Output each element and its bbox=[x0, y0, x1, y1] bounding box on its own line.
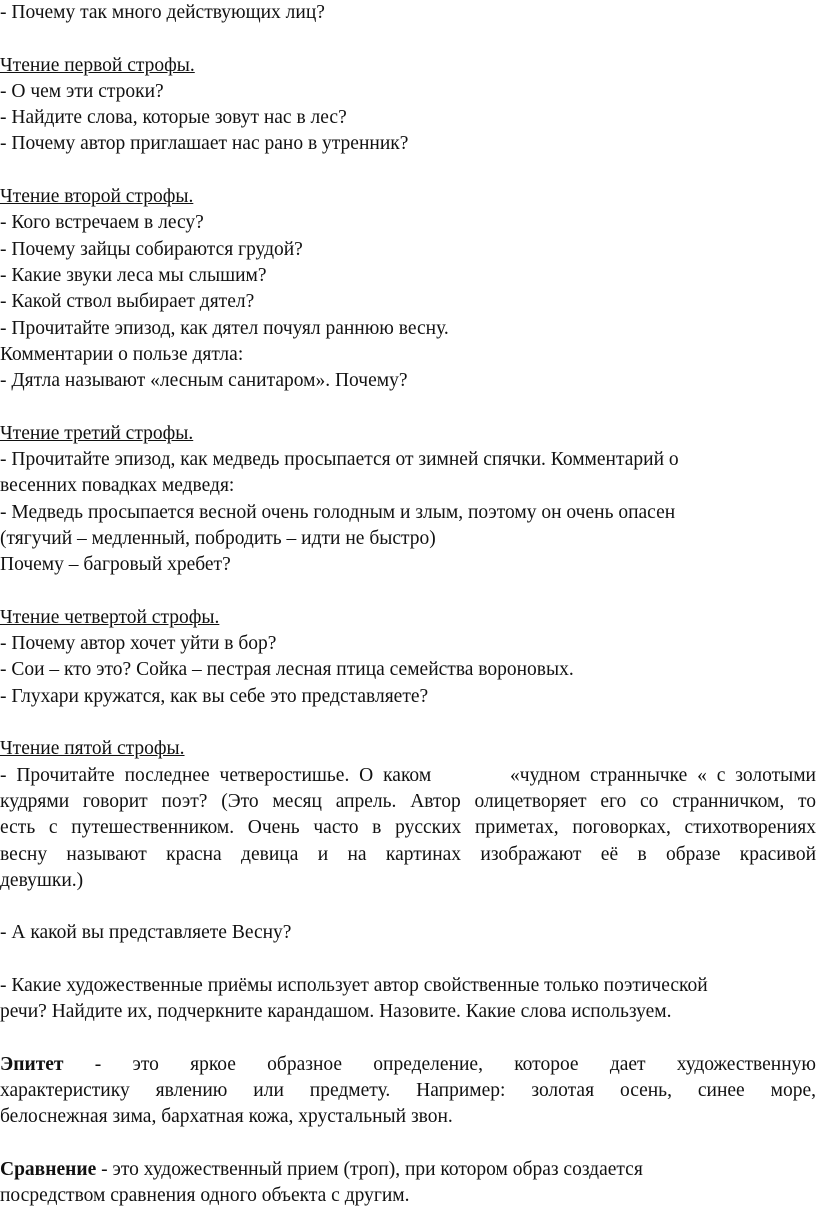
blank-line bbox=[0, 1026, 816, 1052]
comment-line: весенних повадках медведя: bbox=[0, 475, 235, 497]
stanza-1-heading: Чтение первой строфы. bbox=[0, 54, 195, 76]
question-line: - Прочитайте эпизод, как медведь просыпается от зимней спячки. Комментарий о bbox=[0, 449, 679, 471]
blank-line bbox=[0, 158, 816, 184]
question-line: - Прочитайте последнее четверостишье. О каком «чудном страннычке « с золотыми bbox=[0, 764, 816, 786]
comparison-term: Сравнение bbox=[0, 1159, 97, 1181]
question-line: - Какие художественные приёмы использует автор свойственные только поэтической bbox=[0, 974, 708, 996]
question-line: - О чем эти строки? bbox=[0, 80, 164, 102]
question-line: речи? Найдите их, подчеркните карандашом. Назовите. Какие слова используем. bbox=[0, 1001, 672, 1023]
definition-text: - это художественный прием (троп), при котором образ создается bbox=[96, 1159, 643, 1181]
definition-line: посредством сравнения одного объекта с другим. bbox=[0, 1185, 410, 1207]
question-line: - Почему автор хочет уйти в бор? bbox=[0, 633, 277, 655]
question-line: - Почему так много действующих лиц? bbox=[0, 2, 325, 23]
paragraph-line: есть с путешественником. Очень часто в русских приметах, поговорках, стихотворениях bbox=[0, 817, 816, 839]
question-line: - А какой вы представляете Весну? bbox=[0, 922, 292, 944]
comment-line: - Медведь просыпается весной очень голодным и злым, поэтому он очень опасен bbox=[0, 501, 676, 523]
definition-line bbox=[0, 1157, 816, 1183]
question-line: - Какие звуки леса мы слышим? bbox=[0, 264, 267, 286]
question-line: Почему – багровый хребет? bbox=[0, 554, 231, 576]
question-line: - Какой ствол выбирает дятел? bbox=[0, 291, 255, 313]
blank-line bbox=[0, 894, 816, 920]
question-line: - Дятла называют «лесным санитаром». Почему? bbox=[0, 370, 408, 392]
comment-line: (тягучий – медленный, побродить – идти не быстро) bbox=[0, 527, 436, 549]
comment-line: Комментарии о пользе дятла: bbox=[0, 343, 244, 365]
question-line: - Прочитайте эпизод, как дятел почуял раннюю весну. bbox=[0, 317, 449, 339]
definition-line: белоснежная зима, бархатная кожа, хрустальный звон. bbox=[0, 1106, 453, 1128]
question-line: - Почему автор приглашает нас рано в утренник? bbox=[0, 133, 409, 155]
question-line: - Найдите слова, которые зовут нас в лес? bbox=[0, 107, 347, 129]
paragraph-line: кудрями говорит поэт? (Это месяц апрель. Автор олицетворяет его со странничком, то bbox=[0, 790, 816, 812]
definition-line: характеристику явлению или предмету. Например: золотая осень, синее море, bbox=[0, 1080, 816, 1102]
stanza-4-heading: Чтение четвертой строфы. bbox=[0, 606, 220, 628]
question-line: - Почему зайцы собираются грудой? bbox=[0, 238, 303, 260]
stanza-2-heading: Чтение второй строфы. bbox=[0, 186, 194, 208]
stanza-3-heading: Чтение третий строфы. bbox=[0, 422, 194, 444]
paragraph-line: девушки.) bbox=[0, 869, 84, 891]
epithet-term: Эпитет bbox=[0, 1053, 64, 1075]
blank-line bbox=[0, 394, 816, 420]
stanza-5-heading: Чтение пятой строфы. bbox=[0, 738, 185, 760]
blank-line bbox=[0, 1131, 816, 1157]
blank-line bbox=[0, 26, 816, 52]
question-line: - Кого встречаем в лесу? bbox=[0, 212, 204, 234]
definition-text: - это яркое образное определение, которое дает художественную bbox=[63, 1053, 816, 1075]
question-line: - Сои – кто это? Сойка – пестрая лесная птица семейства вороновых. bbox=[0, 659, 574, 681]
paragraph-line: весну называют красна девица и на картинах изображают её в образе красивой bbox=[0, 843, 816, 865]
blank-line bbox=[0, 947, 816, 973]
blank-line bbox=[0, 710, 816, 736]
definition-line bbox=[0, 1052, 816, 1078]
blank-line bbox=[0, 579, 816, 605]
question-line: - Глухари кружатся, как вы себе это представляете? bbox=[0, 685, 429, 707]
